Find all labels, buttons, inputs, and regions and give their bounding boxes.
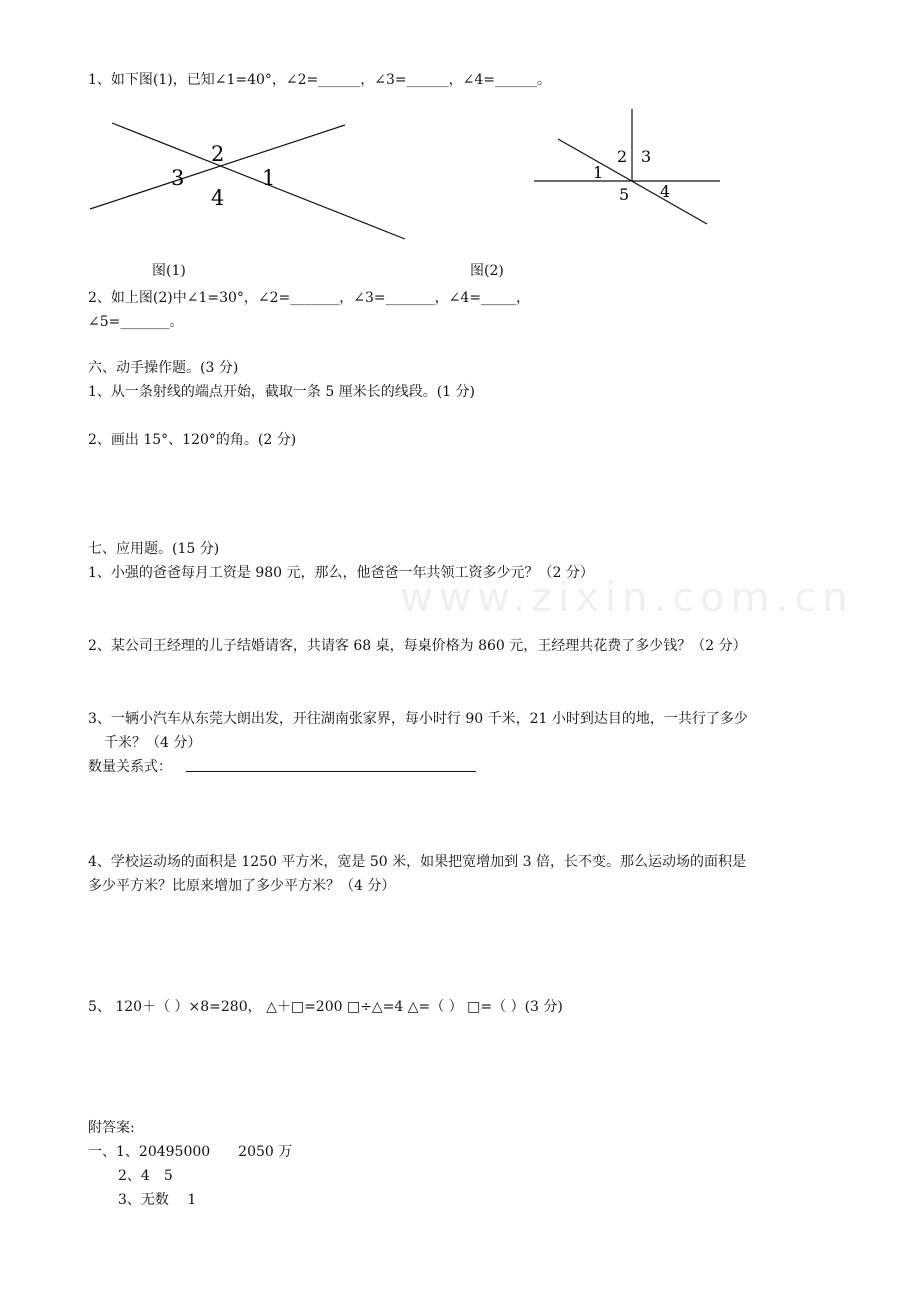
figure-1-label-2: 2 <box>211 142 225 166</box>
figure-1-diagram <box>85 115 415 250</box>
answers-line-3: 3、无数 1 <box>118 1192 197 1208</box>
question-2-line-2: ∠5=_______。 <box>88 314 184 330</box>
section-7-question-2: 2、某公司王经理的儿子结婚请客，共请客 68 桌，每桌价格为 860 元，王经理共花费了多少钱？（2 分） <box>88 638 747 654</box>
figure-1-label-1: 1 <box>262 166 276 190</box>
figure-1-label-3: 3 <box>171 166 185 190</box>
question-1: 1、如下图(1)，已知∠1=40°，∠2=______，∠3=______，∠4=______。 <box>88 72 552 88</box>
answers-line-2: 2、4 5 <box>118 1168 173 1184</box>
answers-title: 附答案: <box>88 1120 135 1136</box>
section-7-question-5: 5、 120＋（ ）×8=280， △＋□=200 □÷△=4 △=（ ） □=（ ）(3 分) <box>88 999 563 1015</box>
section-6-item-1: 1、从一条射线的端点开始，截取一条 5 厘米长的线段。(1 分) <box>88 384 475 400</box>
section-7-question-4-line-2: 多少平方米？比原来增加了多少平方米？（4 分） <box>88 878 396 894</box>
figure-2-label-5: 5 <box>619 185 630 204</box>
section-7-title: 七、应用题。(15 分) <box>88 541 220 557</box>
relation-answer-line <box>186 771 476 772</box>
question-2-line-1: 2、如上图(2)中∠1=30°，∠2=_______，∠3=_______，∠4=_____， <box>88 290 531 306</box>
watermark: www.zixin.com.cn <box>400 575 854 621</box>
section-7-question-4-line-1: 4、学校运动场的面积是 1250 平方米，宽是 50 米，如果把宽增加到 3 倍，长不变。那么运动场的面积是 <box>88 854 746 870</box>
section-7-question-3-line-2: 千米？（4 分） <box>104 735 202 751</box>
relation-label: 数量关系式： <box>88 759 172 775</box>
section-7-question-3-line-1: 3、一辆小汽车从东莞大朗出发，开往湖南张家界，每小时行 90 千米，21 小时到达目的地，一共行了多少 <box>88 711 748 727</box>
figure-2-caption: 图(2) <box>470 263 504 279</box>
section-6-title: 六、动手操作题。(3 分) <box>88 360 239 376</box>
figure-2-label-3: 3 <box>641 147 652 166</box>
section-7-question-1: 1、小强的爸爸每月工资是 980 元，那么，他爸爸一年共领工资多少元？（2 分） <box>88 565 594 581</box>
figure-1-label-4: 4 <box>211 186 225 210</box>
figure-1-line-a <box>112 123 405 239</box>
section-6-item-2: 2、画出 15°、120°的角。(2 分) <box>88 432 297 448</box>
figure-2-label-2: 2 <box>617 147 628 166</box>
figure-2-diagram <box>530 105 725 230</box>
figure-1-caption: 图(1) <box>152 263 186 279</box>
answers-line-1: 一、1、20495000 2050 万 <box>88 1144 293 1160</box>
figure-2-label-1: 1 <box>593 163 604 182</box>
figure-2-label-4: 4 <box>660 182 671 201</box>
